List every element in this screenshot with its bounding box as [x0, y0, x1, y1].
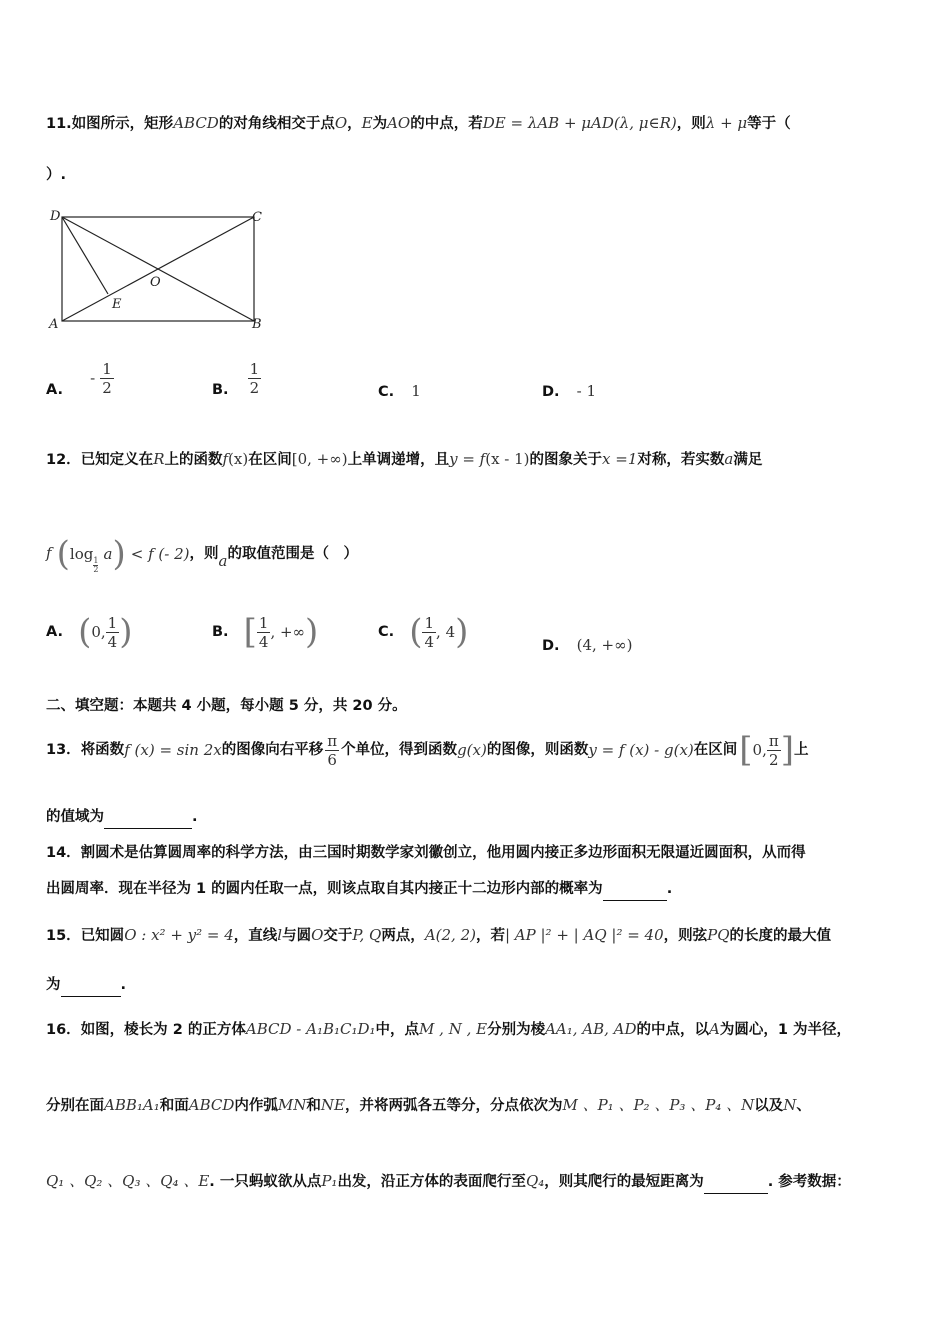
q15-answer-blank[interactable] [61, 974, 121, 997]
label-d: D [50, 209, 61, 224]
q12-condition: f (log $\frac{1}{2}$ a) < f (- 2)，则a的取值范围是（ ） [46, 534, 358, 574]
q12-option-c[interactable]: C. ( $\frac{1}{4}$ , 4) [378, 612, 469, 652]
q14-stem-line1: 14．割圆术是估算圆周率的科学方法，由三国时期数学家刘徽创立，他用圆内接正多边形面积无限逼近圆面积，从而得 [46, 845, 806, 861]
q14-stem-line2: 出圆周率．现在半径为 1 的圆内任取一点，则该点取自其内接正十二边形内部的概率为 . [46, 878, 672, 901]
q16-answer-blank[interactable] [704, 1171, 768, 1194]
q13-stem: 13．将函数f (x) = sin 2x的图像向右平移 $\frac{\pi}{6}$ 个单位，得到函数g(x)的图像，则函数y = f (x) - g(x)在区间[0, $\frac{\pi}{2}$ ]上 [46, 730, 809, 770]
label-b: B [252, 317, 262, 332]
q11-option-d[interactable]: D. - 1 [542, 382, 596, 400]
q11-stem: 11.如图所示，矩形ABCD的对角线相交于点O，E为AO的中点，若DE = λAB + μAD(λ, μ∈R)，则λ + μ等于（ [46, 114, 791, 132]
q11-option-b[interactable]: B. $\frac{1}{2}$ [212, 359, 260, 398]
q12-option-d[interactable]: D. (4, +∞) [542, 636, 633, 654]
label-o: O [150, 275, 161, 290]
q16-stem-line3: Q₁ 、Q₂ 、Q₃ 、Q₄ 、E. 一只蚂蚁欲从点P₁出发，沿正方体的表面爬行至Q₄，则其爬行的最短距离为 . 参考数据： [46, 1170, 851, 1194]
q13-answer-line: 的值域为 . [46, 806, 198, 829]
q15-stem: 15．已知圆O : x² + y² = 4，直线l与圆O交于P, Q两点，A(2, 2)，若| AP |² + | AQ |² = 40，则弦PQ的长度的最大值 [46, 926, 832, 944]
q16-stem-line2: 分别在面ABB₁A₁和面ABCD内作弧MN和NE，并将两弧各五等分，分点依次为M 、P₁ 、P₂ 、P₃ 、P₄ 、N以及N、 [46, 1096, 811, 1114]
q13-answer-blank[interactable] [104, 806, 192, 829]
q11-stem-close: ）. [46, 167, 67, 183]
rectangle-figure [44, 204, 274, 334]
segment-de [62, 217, 108, 294]
label-a: A [49, 317, 59, 332]
q11-option-c[interactable]: C. 1 [378, 382, 421, 400]
q11-option-a[interactable]: A. - $\frac{1}{2}$ [46, 359, 112, 398]
q16-stem-line1: 16．如图，棱长为 2 的正方体ABCD - A₁B₁C₁D₁中，点M , N , E分别为棱AA₁, AB, AD的中点，以A为圆心，1 为半径， [46, 1020, 852, 1038]
q12-option-a[interactable]: A. (0, $\frac{1}{4}$ ) [46, 612, 133, 652]
q12-option-b[interactable]: B. [ $\frac{1}{4}$ , +∞) [212, 612, 319, 652]
label-e: E [112, 297, 122, 312]
section-fill-in-heading: 二、填空题：本题共 4 小题，每小题 5 分，共 20 分。 [46, 698, 407, 714]
q15-answer-line: 为 . [46, 974, 126, 997]
q14-answer-blank[interactable] [603, 878, 667, 901]
q12-stem: 12．已知定义在R上的函数f(x)在区间[0, +∞)上单调递增，且y = f(x - 1)的图象关于x =1对称，若实数a满足 [46, 450, 763, 468]
label-c: C [252, 210, 262, 225]
